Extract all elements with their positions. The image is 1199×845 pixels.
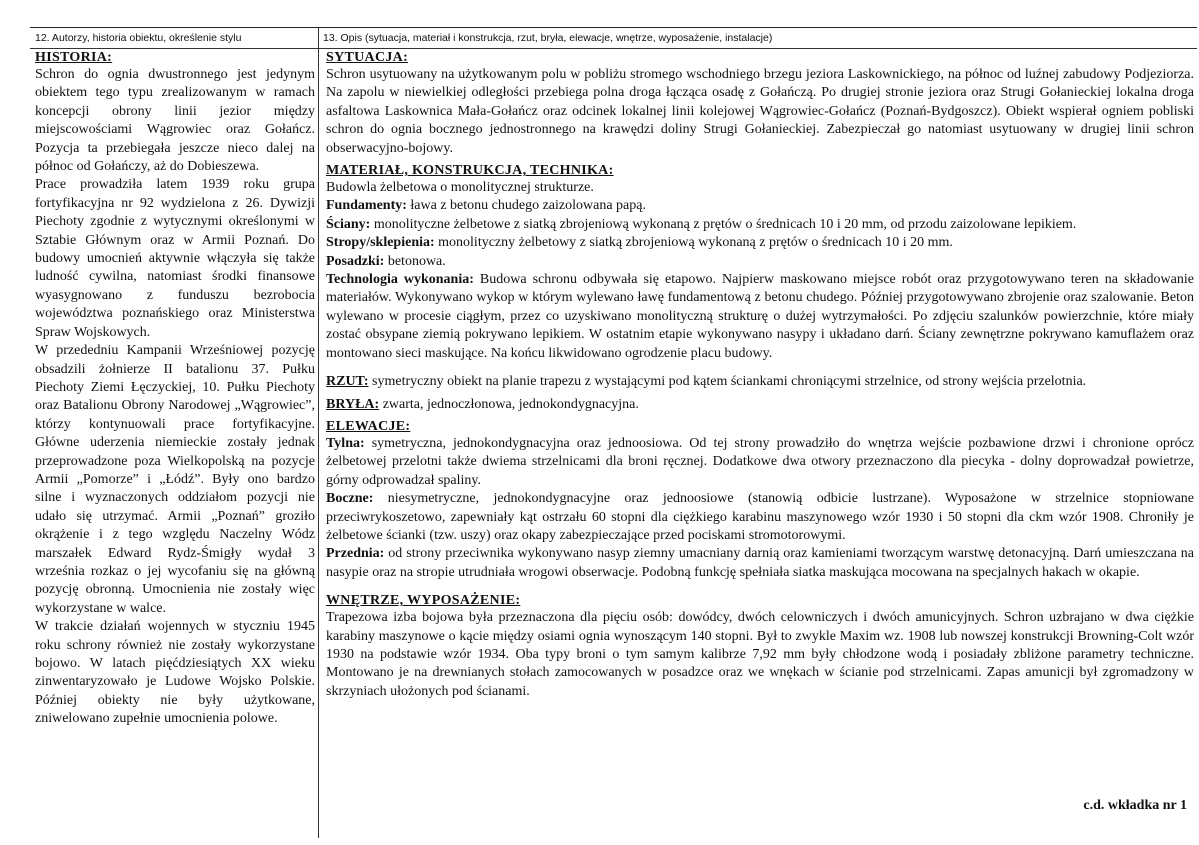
history-paragraph-4: W trakcie działań wojennych w styczniu 1945 roku schrony również nie zostały wykorzystane bojowo. W latach pięćdziesiątych XX wieku zinwentaryzowało je Ludowe Wojsko Polskie. Później obiekty nie były użytkowane, zniwelowano zupełnie umocnienia polowe.: [35, 619, 315, 727]
floors-text: betonowa.: [384, 253, 446, 269]
walls-row: [326, 216, 1194, 234]
walls-label: Ściany:: [326, 216, 371, 232]
plan-row: [326, 373, 1194, 391]
massing-text: zwarta, jednoczłonowa, jednokondygnacyjna.: [379, 396, 639, 412]
foundations-label: Fundamenty:: [326, 198, 407, 214]
front-elevation-text: od strony przeciwnika wykonywano nasyp ziemny umacniany darnią oraz kamieniami tworzącym warstwę detonacyjną. Darń umieszczana na nasypie oraz na stropie utrudniała wrogowi obserwacje. Podobną funkcję spełniała siatka maskująca mocowana na specjalnych hakach w okapie.: [326, 546, 1194, 580]
plan-label: RZUT:: [326, 374, 369, 390]
ceilings-label: Stropy/sklepienia:: [326, 235, 435, 251]
walls-text: monolityczne żelbetowe z siatką zbrojeniową wykonaną z prętów o średnicach 10 i 20 mm, od przodu zaizolowane lepikiem.: [370, 216, 1077, 232]
history-paragraph-2: Prace prowadziła latem 1939 roku grupa fortyfikacyjna nr 92 wydzielona z 26. Dywizji Piechoty zgodnie z wytycznymi określonymi w Sztabie Głównym oraz w Armii Poznań. Do budowy umocnień aktywnie włączyła się także ludność cywilna, natomiast środki finansowe wyasygnowano z funduszu bezrobocia województwa poznańskiego oraz Ministerstwa Spraw Wojskowych.: [35, 177, 315, 340]
interior-text: Trapezowa izba bojowa była przeznaczona dla pięciu osób: dowódcy, dwóch celowniczych i dwóch amunicyjnych. Schron uzbrajano w dwa ciężkie karabiny maszynowe o kącie między osiami ognia wynoszącym 140 stopni. Był to zwykle Maxim wz. 1908 lub nowszej konstrukcji Browning-Colt wzór 1930 na podstawie wzór 1934. Oba typy broni o tym samym kalibrze 7,92 mm były chłodzone wodą i posiadały zbliżone parametry techniczne. Montowano je na drewnianych stołach zamocowanych w posadzce oraz we wnękach w ścianie pod strzelnicami. Zapas amunicji był zgromadzony w skrzyniach ułożonych pod ścianami.: [326, 610, 1194, 699]
elevations-heading: ELEWACJE:: [326, 418, 411, 434]
floors-label: Posadzki:: [326, 253, 385, 269]
ceilings-text: monolityczny żelbetowy z siatką zbrojeniową wykonaną z prętów o średnicach 10 i 20 mm.: [434, 235, 953, 251]
field-12-header: 12. Autorzy, historia obiektu, określenie stylu: [35, 32, 242, 44]
massing-label: BRYŁA:: [326, 396, 380, 412]
history-heading: HISTORIA:: [35, 50, 113, 65]
plan-text: symetryczny obiekt na planie trapezu z wystającymi pod kątem ściankami chroniącymi strzelnice, od strony wejścia przelotnia.: [368, 374, 1087, 390]
situation-text: Schron usytuowany na użytkowanym polu w pobliżu stromego wschodniego brzegu jeziora Laskownickiego, na północ od luźnej zabudowy Podjeziorza. Na zapolu w niewielkiej odległości przebiega polna droga łącząca osadę z Gołańczą. Po drugiej stronie jeziora oraz Strugi Gołanieckiej lokalna droga asfaltowa Laskownica Mała-Gołańcz oraz odcinek lokalnej linii kolejowej Wągrowiec-Gołańcz (Poznań-Bydgoszcz). Obiekt wspierał ogniem pobliski schron do ognia bocznego jednostronnego na krawędzi doliny Strugi Gołanieckiej. Zabezpieczał go natomiast usytuowany w drugiej linii schron obserwacyjno-bojowy.: [326, 67, 1194, 156]
interior-heading: WNĘTRZE, WYPOSAŻENIE:: [326, 593, 521, 609]
front-elevation-row: [326, 545, 1194, 582]
ceilings-row: [326, 234, 1194, 252]
technology-label: Technologia wykonania:: [326, 272, 474, 288]
history-paragraph-1: Schron do ognia dwustronnego jest jedynym obiektem tego typu zrealizowanym w ramach koncepcji obrony linii jezior między miejscowościami Wągrowiec oraz Gołańcz. Pozycja ta przebiegała jeszcze nieco dalej na północ od Gołańczy, aż do Dobieszewa.: [35, 67, 315, 175]
front-elevation-label: Przednia:: [326, 546, 385, 562]
history-column: [35, 49, 315, 729]
technology-text: Budowa schronu odbywała się etapowo. Najpierw maskowano miejsce robót oraz przygotowywano teren na składowanie materiałów. Wykonywano wykop w którym wylewano ławę fundamentową z betonu chudego. Później przygotowywano zbrojenie oraz szalowanie. Beton wylewano w procesie ciągłym, przez co uzyskiwano monolityczną strukturę o dużej wytrzymałości. Po zdjęciu szalunków powierzchnie, które miały zostać obsypane ziemią pokrywano lepikiem. W ostatnim etapie wykonywano nasypy i układano darń. Ściany zewnętrzne pokrywano kamuflażem oraz montowano sieci maskujące. Na końcu likwidowano ogrodzenie placu budowy.: [326, 272, 1194, 361]
rear-elevation-text: symetryczna, jednokondygnacyjna oraz jednoosiowa. Od tej strony prowadziło do wnętrza wejście pozbawione drzwi i chronione oprócz żelbetowej przelotni także dwiema strzelnicami dla broni ręcznej. Dodatkowe dwa otwory przeznaczono dla piecyka - dolny doprowadzał powietrze, górny odprowadzał spaliny.: [326, 435, 1194, 488]
side-elevation-label: Boczne:: [326, 491, 374, 507]
technology-row: [326, 271, 1194, 363]
massing-row: [326, 396, 1194, 414]
side-elevation-row: [326, 490, 1194, 545]
column-divider: [318, 28, 319, 838]
rear-elevation-label: Tylna:: [326, 435, 365, 451]
continuation-note: c.d. wkładka nr 1: [1083, 798, 1187, 813]
material-intro: Budowla żelbetowa o monolitycznej strukturze.: [326, 180, 594, 196]
history-paragraph-3: W przededniu Kampanii Wrześniowej pozycję obsadzili żołnierze II batalionu 37. Pułku Piechoty Ziemi Łęczyckiej, 10. Pułku Piechoty oraz Batalionu Obrony Narodowej „Wągrowiec”, którzy kontynuowali prace fortyfikacyjne. Główne uderzenia niemieckie zostały jednak przeprowadzone poza Wielkopolską na pozycje Armii „Pomorze” i „Łódź”. Były ono bardzo silne i wyznaczonych oddziałom pozycji nie udało się utrzymać. Armii „Poznań” groziło okrążenie i z tego względu Naczelny Wódz marszałek Edward Rydz-Śmigły wydał 3 września rozkaz o jej wycofaniu się na główną pozycję obronną. Umocnienia nie zostały więc wykorzystane w walce.: [35, 343, 315, 616]
field-13-header: 13. Opis (sytuacja, materiał i konstrukcja, rzut, bryła, elewacje, wnętrze, wyposażenie, instalacje): [323, 32, 773, 44]
foundations-row: [326, 197, 1194, 215]
situation-heading: SYTUACJA:: [326, 50, 409, 65]
foundations-text: ława z betonu chudego zaizolowana papą.: [406, 198, 646, 214]
description-column: [326, 49, 1194, 701]
form-sheet: [30, 27, 1197, 838]
side-elevation-text: niesymetryczne, jednokondygnacyjne oraz jednoosiowe (stanowią odbicie lustrzane). Wyposażone w strzelnice stopniowane przeciwrykoszetowo, zapewniały kąt ostrzału 60 stopni dla ciężkiego karabinu maszynowego wzór 1930 i 50 stopni dla ckm wzór 1908. Chroniły je żelbetowe ścianki (tzw. uszy) oraz okapy zabezpieczające przed pociskami stromotorowymi.: [326, 491, 1194, 543]
material-heading: MATERIAŁ, KONSTRUKCJA, TECHNIKA:: [326, 163, 614, 179]
floors-row: [326, 253, 1194, 271]
rear-elevation-row: [326, 435, 1194, 490]
